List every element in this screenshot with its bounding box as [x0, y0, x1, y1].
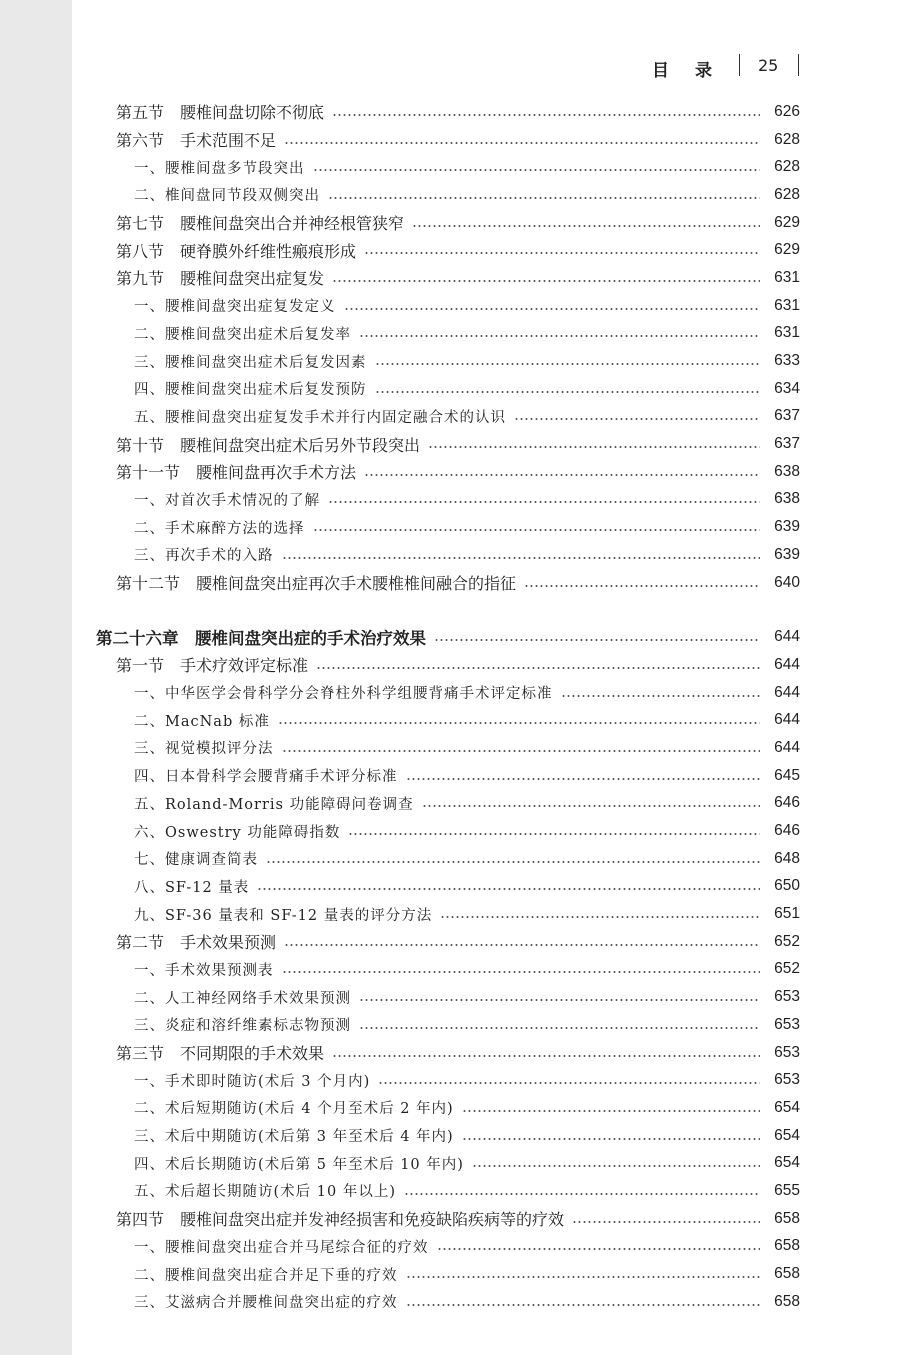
toc-entry-section[interactable]	[0, 651, 800, 679]
toc-entry-sub[interactable]	[0, 1094, 800, 1122]
toc-entry-title: 八、SF-12 量表	[134, 879, 250, 896]
leader-dots	[428, 446, 760, 448]
leader-dots	[462, 1138, 760, 1140]
toc-entry-title: 二、MacNab 标准	[134, 713, 270, 730]
leader-dots	[328, 197, 760, 199]
leader-dots	[440, 916, 760, 918]
toc-entry-sub[interactable]	[0, 320, 800, 348]
toc-entry-sub[interactable]	[0, 541, 800, 569]
toc-entry-page: 633	[774, 352, 800, 370]
toc-entry-section[interactable]	[0, 928, 800, 956]
toc-entry-page: 626	[774, 102, 800, 120]
toc-entry-sub[interactable]	[0, 734, 800, 762]
toc-entry-title: 三、腰椎间盘突出症术后复发因素	[134, 354, 367, 371]
toc-entry-sub[interactable]	[0, 347, 800, 375]
toc-entry-title: 一、中华医学会骨科学分会脊柱外科学组腰背痛手术评定标准	[134, 686, 553, 703]
toc-entry-page: 639	[774, 518, 800, 536]
toc-entry-page: 658	[774, 1209, 800, 1227]
leader-dots	[404, 1193, 760, 1195]
leader-dots	[375, 363, 761, 365]
toc-entry-title: 七、健康调查简表	[134, 852, 258, 869]
toc-entry-title: 三、艾滋病合并腰椎间盘突出症的疗效	[134, 1295, 398, 1312]
toc-entry-page: 644	[774, 655, 800, 673]
header-page-number: 25	[758, 56, 779, 75]
toc-entry-title: 四、术后长期随访(术后第 5 年至术后 10 年内)	[134, 1156, 464, 1173]
toc-entry-title: 第一节 手术疗效评定标准	[116, 656, 309, 676]
leader-dots	[278, 722, 760, 724]
leader-dots	[257, 888, 760, 890]
toc-entry-page: 646	[774, 822, 800, 840]
toc-entry-page: 658	[774, 1265, 800, 1283]
leader-dots	[328, 501, 760, 503]
toc-entry-page: 628	[774, 185, 800, 203]
toc-entry-title: 三、视觉模拟评分法	[134, 741, 274, 758]
leader-dots	[437, 1248, 761, 1250]
toc-entry-title: 一、对首次手术情况的了解	[134, 492, 320, 509]
toc-entry-title: 五、术后超长期随访(术后 10 年以上)	[134, 1184, 396, 1201]
toc-entry-title: 一、腰椎间盘多节段突出	[134, 160, 305, 177]
leader-dots	[406, 778, 761, 780]
toc-entry-section[interactable]	[0, 1039, 800, 1067]
toc-entry-title: 六、Oswestry 功能障碍指数	[134, 824, 341, 841]
toc-entry-sub[interactable]	[0, 845, 800, 873]
leader-dots	[284, 142, 760, 144]
toc-entry-page: 658	[774, 1292, 800, 1310]
toc-entry-sub[interactable]	[0, 706, 800, 734]
toc-entry-sub[interactable]	[0, 1177, 800, 1205]
toc-entry-sub[interactable]	[0, 513, 800, 541]
toc-entry-title: 第八节 硬脊膜外纤维性瘢痕形成	[116, 241, 357, 261]
leader-dots	[434, 639, 760, 641]
toc-entry-title: 一、腰椎间盘突出症复发定义	[134, 299, 336, 316]
toc-entry-page: 640	[774, 573, 800, 591]
toc-entry-page: 631	[774, 324, 800, 342]
toc-entry-title: 一、手术效果预测表	[134, 962, 274, 979]
running-header	[640, 52, 820, 82]
header-divider	[798, 54, 799, 76]
leader-dots	[375, 391, 761, 393]
leader-dots	[332, 114, 760, 116]
toc-entry-sub[interactable]	[0, 1233, 800, 1261]
header-title: 目录	[652, 61, 738, 81]
toc-entry-title: 第二十六章 腰椎间盘突出症的手术治疗效果	[96, 629, 426, 649]
leader-dots	[266, 861, 760, 863]
toc-entry-sub[interactable]	[0, 873, 800, 901]
toc-entry-title: 第二节 手术效果预测	[116, 933, 277, 953]
toc-entry-title: 第四节 腰椎间盘突出症并发神经损害和免疫缺陷疾病等的疗效	[116, 1210, 565, 1230]
toc-entry-page: 655	[774, 1181, 800, 1199]
toc-entry-title: 二、椎间盘同节段双侧突出	[134, 188, 320, 205]
toc-entry-page: 644	[774, 683, 800, 701]
toc-entry-title: 二、腰椎间盘突出症合并足下垂的疗效	[134, 1267, 398, 1284]
leader-dots	[378, 1082, 760, 1084]
toc-entry-title: 第六节 手术范围不足	[116, 131, 277, 151]
leader-dots	[524, 585, 760, 587]
toc-entry-title: 二、人工神经网络手术效果预测	[134, 990, 351, 1007]
toc-entry-page: 653	[774, 1043, 800, 1061]
toc-entry-page: 653	[774, 1071, 800, 1089]
toc-entry-title: 第九节 腰椎间盘突出症复发	[116, 269, 325, 289]
toc-entry-sub[interactable]	[0, 153, 800, 181]
toc-entry-title: 三、再次手术的入路	[134, 548, 274, 565]
toc-entry-sub[interactable]	[0, 403, 800, 431]
leader-dots	[313, 529, 761, 531]
toc-entry-section[interactable]	[0, 264, 800, 292]
toc-entry-section[interactable]	[0, 209, 800, 237]
toc-entry-title: 二、术后短期随访(术后 4 个月至术后 2 年内)	[134, 1101, 454, 1118]
leader-dots	[514, 418, 760, 420]
toc-entry-sub[interactable]	[0, 1122, 800, 1150]
leader-dots	[359, 999, 760, 1001]
toc-part-chapter26	[0, 623, 902, 1315]
toc-entry-title: 一、手术即时随访(术后 3 个月内)	[134, 1073, 371, 1090]
toc-entry-page: 629	[774, 241, 800, 259]
leader-dots	[472, 1165, 760, 1167]
toc-entry-page: 645	[774, 766, 800, 784]
toc-entry-title: 三、炎症和溶纤维素标志物预测	[134, 1018, 351, 1035]
leader-dots	[359, 1027, 760, 1029]
toc-entry-section[interactable]	[0, 98, 800, 126]
toc-entry-title: 第五节 腰椎间盘切除不彻底	[116, 103, 325, 123]
leader-dots	[572, 1221, 760, 1223]
toc-entry-sub[interactable]	[0, 817, 800, 845]
toc-entry-page: 644	[774, 711, 800, 729]
toc-part-chapter25	[0, 98, 902, 596]
toc-entry-title: 五、Roland-Morris 功能障碍问卷调查	[134, 796, 414, 813]
toc-entry-page: 653	[774, 988, 800, 1006]
toc-entry-title: 四、腰椎间盘突出症术后复发预防	[134, 382, 367, 399]
header-divider	[739, 54, 740, 76]
toc-entry-page: 637	[774, 435, 800, 453]
toc-entry-page: 652	[774, 932, 800, 950]
toc-entry-title: 第十一节 腰椎间盘再次手术方法	[116, 463, 357, 483]
toc-entry-page: 631	[774, 268, 800, 286]
toc-entry-title: 一、腰椎间盘突出症合并马尾综合征的疗效	[134, 1239, 429, 1256]
leader-dots	[282, 750, 761, 752]
toc-entry-page: 646	[774, 794, 800, 812]
toc-entry-page: 653	[774, 1015, 800, 1033]
toc-entry-title: 九、SF-36 量表和 SF-12 量表的评分方法	[134, 907, 433, 924]
leader-dots	[406, 1276, 761, 1278]
toc-entry-page: 658	[774, 1237, 800, 1255]
toc-entry-sub[interactable]	[0, 900, 800, 928]
toc-entry-chapter[interactable]	[0, 623, 800, 651]
toc-entry-sub[interactable]	[0, 762, 800, 790]
toc-entry-title: 三、术后中期随访(术后第 3 年至术后 4 年内)	[134, 1129, 454, 1146]
toc-entry-page: 644	[774, 628, 800, 646]
leader-dots	[561, 695, 761, 697]
toc-entry-page: 654	[774, 1126, 800, 1144]
leader-dots	[284, 944, 760, 946]
leader-dots	[344, 308, 761, 310]
toc-entry-page: 638	[774, 490, 800, 508]
leader-dots	[364, 474, 760, 476]
leader-dots	[332, 280, 760, 282]
toc-entry-sub[interactable]	[0, 1149, 800, 1177]
leader-dots	[282, 557, 761, 559]
toc-entry-page: 650	[774, 877, 800, 895]
chapter-gap	[0, 596, 902, 623]
toc-entry-section[interactable]	[0, 126, 800, 154]
toc-entry-title: 五、腰椎间盘突出症复发手术并行内固定融合术的认识	[134, 409, 506, 426]
toc-entry-sub[interactable]	[0, 679, 800, 707]
toc-entry-title: 二、腰椎间盘突出症术后复发率	[134, 326, 351, 343]
toc-entry-sub[interactable]	[0, 486, 800, 514]
leader-dots	[406, 1304, 761, 1306]
leader-dots	[422, 805, 760, 807]
toc-entry-sub[interactable]	[0, 790, 800, 818]
leader-dots	[364, 252, 760, 254]
leader-dots	[462, 1110, 760, 1112]
toc-entry-title: 四、日本骨科学会腰背痛手术评分标准	[134, 769, 398, 786]
toc-entry-section[interactable]	[0, 569, 800, 597]
leader-dots	[313, 169, 761, 171]
toc-entry-title: 第十节 腰椎间盘突出症术后另外节段突出	[116, 435, 421, 455]
toc-entry-page: 644	[774, 738, 800, 756]
toc-entry-page: 629	[774, 213, 800, 231]
toc-entry-page: 654	[774, 1154, 800, 1172]
leader-dots	[348, 833, 760, 835]
toc-entry-page: 648	[774, 849, 800, 867]
toc-entry-page: 654	[774, 1098, 800, 1116]
toc-entry-section[interactable]	[0, 1205, 800, 1233]
toc-entry-page: 634	[774, 379, 800, 397]
toc-entry-page: 652	[774, 960, 800, 978]
toc-entry-section[interactable]	[0, 458, 800, 486]
toc-entry-sub[interactable]	[0, 181, 800, 209]
toc-entry-sub[interactable]	[0, 956, 800, 984]
toc-entry-sub[interactable]	[0, 1011, 800, 1039]
toc-entry-sub[interactable]	[0, 1288, 800, 1316]
toc-entry-title: 第七节 腰椎间盘突出合并神经根管狭窄	[116, 214, 405, 234]
toc-entry-page: 651	[774, 905, 800, 923]
toc-entry-sub[interactable]	[0, 292, 800, 320]
toc-entry-page: 637	[774, 407, 800, 425]
leader-dots	[332, 1055, 760, 1057]
leader-dots	[412, 225, 760, 227]
toc-entry-page: 628	[774, 158, 800, 176]
toc-entry-page: 639	[774, 545, 800, 563]
leader-dots	[316, 667, 760, 669]
toc-entry-page: 631	[774, 296, 800, 314]
toc-entry-title: 二、手术麻醉方法的选择	[134, 520, 305, 537]
toc-entry-title: 第十二节 腰椎间盘突出症再次手术腰椎椎间融合的指征	[116, 574, 517, 594]
leader-dots	[359, 335, 760, 337]
toc-entry-page: 638	[774, 462, 800, 480]
table-of-contents	[0, 98, 902, 1316]
toc-entry-sub[interactable]	[0, 1066, 800, 1094]
toc-entry-page: 628	[774, 130, 800, 148]
toc-entry-sub[interactable]	[0, 375, 800, 403]
toc-entry-title: 第三节 不同期限的手术效果	[116, 1044, 325, 1064]
toc-entry-sub[interactable]	[0, 983, 800, 1011]
toc-entry-sub[interactable]	[0, 1260, 800, 1288]
leader-dots	[282, 971, 761, 973]
toc-entry-section[interactable]	[0, 430, 800, 458]
toc-entry-section[interactable]	[0, 236, 800, 264]
